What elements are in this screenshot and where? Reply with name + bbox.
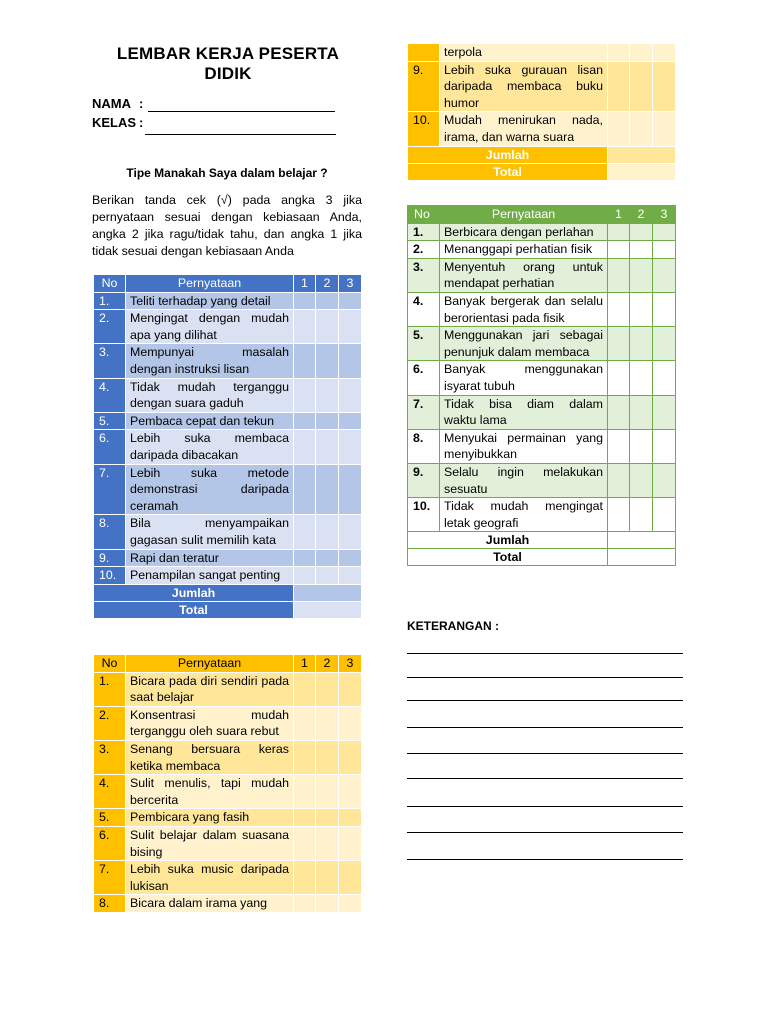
row-number: 5.: [94, 809, 126, 827]
jumlah-label: Jumlah: [94, 584, 294, 601]
column-header-1: 1: [608, 206, 630, 224]
score-cell-2[interactable]: [630, 463, 653, 497]
statement-text: Sulit menulis, tapi mudah bercerita: [126, 775, 294, 809]
score-cell-2[interactable]: [630, 361, 653, 395]
keterangan-line[interactable]: [407, 806, 683, 807]
statement-text: Tidak mudah mengingat letak geografi: [440, 498, 608, 532]
score-cell-3[interactable]: [339, 292, 362, 310]
score-cell-3[interactable]: [339, 515, 362, 549]
keterangan-line[interactable]: [407, 677, 683, 678]
score-cell-2[interactable]: [316, 412, 339, 430]
column-header-3: 3: [653, 206, 676, 224]
keterangan-line[interactable]: [407, 778, 683, 779]
table-row: [94, 895, 362, 913]
total-value-cell[interactable]: [608, 163, 676, 180]
score-cell-1[interactable]: [608, 327, 630, 361]
auditory-style-table: [93, 654, 362, 913]
row-number: 1.: [94, 672, 126, 706]
score-cell-2[interactable]: [630, 429, 653, 463]
statement-text: Lebih suka metode demonstrasi daripada ceramah: [126, 464, 294, 515]
statement-text: Menanggapi perhatian fisik: [440, 241, 608, 259]
jumlah-row: [408, 146, 676, 163]
keterangan-label: KETERANGAN :: [407, 619, 499, 633]
table-row: [408, 429, 676, 463]
score-cell-2[interactable]: [316, 464, 339, 515]
score-cell-2[interactable]: [316, 310, 339, 344]
jumlah-label: Jumlah: [408, 532, 608, 549]
statement-text: Tidak mudah terganggu dengan suara gaduh: [126, 378, 294, 412]
row-number: 6.: [94, 430, 126, 464]
table-row: [408, 44, 676, 62]
score-cell-3[interactable]: [653, 395, 676, 429]
keterangan-line[interactable]: [407, 832, 683, 833]
row-number: 5.: [94, 412, 126, 430]
row-number: 10.: [408, 112, 440, 146]
score-cell-2[interactable]: [316, 292, 339, 310]
table-row: [408, 361, 676, 395]
statement-text: Teliti terhadap yang detail: [126, 292, 294, 310]
score-cell-3[interactable]: [653, 327, 676, 361]
row-number: 3.: [408, 258, 440, 292]
score-cell-1[interactable]: [608, 292, 630, 326]
score-cell-1[interactable]: [294, 412, 316, 430]
statement-text: Lebih suka membaca daripada dibacakan: [126, 430, 294, 464]
statement-text: Konsentrasi mudah terganggu oleh suara rebut: [126, 706, 294, 740]
score-cell-3[interactable]: [653, 361, 676, 395]
nama-input-line[interactable]: [148, 111, 335, 112]
score-cell-3[interactable]: [339, 464, 362, 515]
score-cell-1[interactable]: [294, 515, 316, 549]
score-cell-1[interactable]: [294, 344, 316, 378]
score-cell-1[interactable]: [608, 61, 630, 112]
score-cell-1[interactable]: [294, 464, 316, 515]
table-row: [408, 327, 676, 361]
jumlah-row: [408, 532, 676, 549]
score-cell-3[interactable]: [339, 809, 362, 827]
row-number: 8.: [94, 515, 126, 549]
score-cell-1[interactable]: [294, 861, 316, 895]
keterangan-line[interactable]: [407, 700, 683, 701]
score-cell-3[interactable]: [339, 672, 362, 706]
score-cell-3[interactable]: [653, 292, 676, 326]
score-cell-3[interactable]: [653, 258, 676, 292]
column-header-statement: Pernyataan: [440, 206, 608, 224]
score-cell-2[interactable]: [630, 258, 653, 292]
jumlah-label: Jumlah: [408, 146, 608, 163]
kelas-input-line[interactable]: [145, 134, 336, 135]
column-header-statement: Pernyataan: [126, 275, 294, 293]
jumlah-row: [94, 584, 362, 601]
visual-style-table: [93, 274, 362, 619]
statement-text: Menyentuh orang untuk mendapat perhatian: [440, 258, 608, 292]
score-cell-1[interactable]: [608, 223, 630, 241]
score-cell-3[interactable]: [653, 241, 676, 259]
auditory-style-table-continued: [407, 43, 676, 181]
statement-text: Pembaca cepat dan tekun: [126, 412, 294, 430]
score-cell-3[interactable]: [339, 861, 362, 895]
keterangan-line[interactable]: [407, 753, 683, 754]
table-row: [94, 861, 362, 895]
kelas-label: KELAS: [92, 115, 137, 130]
statement-text: Penampilan sangat penting: [126, 567, 294, 585]
score-cell-2[interactable]: [630, 395, 653, 429]
score-cell-2[interactable]: [630, 498, 653, 532]
page-title: LEMBAR KERJA PESERTA DIDIK: [116, 44, 340, 83]
score-cell-1[interactable]: [294, 775, 316, 809]
score-cell-2[interactable]: [316, 672, 339, 706]
row-number: 8.: [94, 895, 126, 913]
kelas-colon: :: [139, 115, 144, 130]
statement-text: terpola: [440, 44, 608, 62]
table-row: [94, 809, 362, 827]
row-number: 7.: [94, 464, 126, 515]
score-cell-2[interactable]: [630, 292, 653, 326]
row-number: 9.: [408, 61, 440, 112]
statement-text: Senang bersuara keras ketika membaca: [126, 740, 294, 774]
statement-text: Mengingat dengan mudah apa yang dilihat: [126, 310, 294, 344]
score-cell-3[interactable]: [339, 895, 362, 913]
table-row: [94, 740, 362, 774]
score-cell-2[interactable]: [316, 826, 339, 860]
table-row: [94, 378, 362, 412]
jumlah-value-cell[interactable]: [294, 584, 362, 601]
score-cell-2[interactable]: [316, 344, 339, 378]
row-number: 10.: [94, 567, 126, 585]
score-cell-1[interactable]: [608, 241, 630, 259]
score-cell-1[interactable]: [294, 549, 316, 567]
row-number: 6.: [94, 826, 126, 860]
jumlah-value-cell[interactable]: [608, 146, 676, 163]
table-row: [408, 112, 676, 146]
nama-label: NAMA: [92, 96, 131, 111]
table-row: [94, 464, 362, 515]
score-cell-3[interactable]: [653, 61, 676, 112]
score-cell-3[interactable]: [339, 775, 362, 809]
keterangan-line[interactable]: [407, 653, 683, 654]
total-value-cell[interactable]: [294, 601, 362, 618]
column-header-statement: Pernyataan: [126, 655, 294, 673]
column-header-no: No: [94, 655, 126, 673]
instruction-text: Berikan tanda cek (√) pada angka 3 jika pernyataan sesuai dengan kebiasaan Anda, angka 2 jika ragu/tidak tahu, dan angka 1 jika tidak sesuai dengan kebiasaan Anda: [92, 193, 362, 258]
table-row: [94, 430, 362, 464]
total-row: [94, 601, 362, 618]
score-cell-3[interactable]: [339, 826, 362, 860]
score-cell-2[interactable]: [630, 241, 653, 259]
row-number: [408, 44, 440, 62]
table-header-row: [94, 275, 362, 293]
score-cell-1[interactable]: [608, 258, 630, 292]
score-cell-1[interactable]: [294, 292, 316, 310]
statement-text: Mempunyai masalah dengan instruksi lisan: [126, 344, 294, 378]
score-cell-3[interactable]: [653, 463, 676, 497]
score-cell-3[interactable]: [653, 429, 676, 463]
table-row: [408, 258, 676, 292]
row-number: 3.: [94, 344, 126, 378]
table-row: [408, 241, 676, 259]
score-cell-3[interactable]: [339, 706, 362, 740]
score-cell-3[interactable]: [653, 112, 676, 146]
table-row: [94, 292, 362, 310]
table-row: [94, 412, 362, 430]
score-cell-1[interactable]: [608, 429, 630, 463]
statement-text: Bicara dalam irama yang: [126, 895, 294, 913]
table-header-row: [408, 206, 676, 224]
score-cell-2[interactable]: [630, 327, 653, 361]
column-header-no: No: [408, 206, 440, 224]
score-cell-3[interactable]: [653, 498, 676, 532]
column-header-2: 2: [316, 655, 339, 673]
score-cell-1[interactable]: [294, 430, 316, 464]
total-value-cell[interactable]: [608, 549, 676, 566]
row-number: 9.: [94, 549, 126, 567]
table-row: [408, 395, 676, 429]
column-header-3: 3: [339, 275, 362, 293]
score-cell-1[interactable]: [608, 463, 630, 497]
statement-text: Menggunakan jari sebagai penunjuk dalam membaca: [440, 327, 608, 361]
score-cell-3[interactable]: [339, 344, 362, 378]
table-row: [408, 223, 676, 241]
row-number: 6.: [408, 361, 440, 395]
total-row: [408, 549, 676, 566]
column-header-1: 1: [294, 275, 316, 293]
kinesthetic-style-table: [407, 205, 676, 566]
keterangan-line[interactable]: [407, 859, 683, 860]
score-cell-1[interactable]: [294, 706, 316, 740]
table-row: [94, 826, 362, 860]
column-header-3: 3: [339, 655, 362, 673]
score-cell-1[interactable]: [608, 498, 630, 532]
total-label: Total: [94, 601, 294, 618]
score-cell-1[interactable]: [294, 378, 316, 412]
score-cell-2[interactable]: [316, 775, 339, 809]
table-row: [408, 61, 676, 112]
table-row: [94, 567, 362, 585]
score-cell-3[interactable]: [339, 549, 362, 567]
score-cell-1[interactable]: [608, 395, 630, 429]
statement-text: Mudah menirukan nada, irama, dan warna suara: [440, 112, 608, 146]
table-row: [94, 672, 362, 706]
table-row: [94, 549, 362, 567]
score-cell-3[interactable]: [339, 412, 362, 430]
score-cell-1[interactable]: [294, 895, 316, 913]
row-number: 5.: [408, 327, 440, 361]
total-label: Total: [408, 549, 608, 566]
score-cell-2[interactable]: [316, 740, 339, 774]
score-cell-2[interactable]: [630, 112, 653, 146]
statement-text: Bicara pada diri sendiri pada saat belajar: [126, 672, 294, 706]
statement-text: Menyukai permainan yang menyibukkan: [440, 429, 608, 463]
keterangan-line[interactable]: [407, 727, 683, 728]
score-cell-2[interactable]: [630, 44, 653, 62]
statement-text: Banyak menggunakan isyarat tubuh: [440, 361, 608, 395]
statement-text: Rapi dan teratur: [126, 549, 294, 567]
table-row: [94, 344, 362, 378]
score-cell-3[interactable]: [339, 740, 362, 774]
score-cell-2[interactable]: [316, 861, 339, 895]
score-cell-3[interactable]: [339, 310, 362, 344]
score-cell-1[interactable]: [294, 310, 316, 344]
statement-text: Selalu ingin melakukan sesuatu: [440, 463, 608, 497]
score-cell-1[interactable]: [294, 826, 316, 860]
column-header-2: 2: [630, 206, 653, 224]
row-number: 1.: [408, 223, 440, 241]
score-cell-1[interactable]: [608, 361, 630, 395]
statement-text: Bila menyampaikan gagasan sulit memilih kata: [126, 515, 294, 549]
score-cell-2[interactable]: [316, 706, 339, 740]
row-number: 7.: [408, 395, 440, 429]
table-row: [408, 498, 676, 532]
row-number: 10.: [408, 498, 440, 532]
score-cell-1[interactable]: [608, 112, 630, 146]
score-cell-1[interactable]: [294, 740, 316, 774]
statement-text: Lebih suka gurauan lisan daripada membaca buku humor: [440, 61, 608, 112]
statement-text: Tidak bisa diam dalam waktu lama: [440, 395, 608, 429]
statement-text: Sulit belajar dalam suasana bising: [126, 826, 294, 860]
score-cell-2[interactable]: [316, 515, 339, 549]
row-number: 8.: [408, 429, 440, 463]
row-number: 4.: [408, 292, 440, 326]
row-number: 2.: [408, 241, 440, 259]
table-row: [94, 775, 362, 809]
score-cell-2[interactable]: [316, 430, 339, 464]
score-cell-1[interactable]: [294, 672, 316, 706]
nama-colon: :: [139, 96, 144, 111]
score-cell-1[interactable]: [294, 567, 316, 585]
row-number: 3.: [94, 740, 126, 774]
score-cell-3[interactable]: [339, 378, 362, 412]
jumlah-value-cell[interactable]: [608, 532, 676, 549]
score-cell-3[interactable]: [653, 223, 676, 241]
statement-text: Banyak bergerak dan selalu berorientasi pada fisik: [440, 292, 608, 326]
score-cell-2[interactable]: [630, 61, 653, 112]
statement-text: Pembicara yang fasih: [126, 809, 294, 827]
score-cell-3[interactable]: [339, 430, 362, 464]
row-number: 4.: [94, 378, 126, 412]
table-row: [408, 292, 676, 326]
statement-text: Lebih suka music daripada lukisan: [126, 861, 294, 895]
score-cell-2[interactable]: [316, 549, 339, 567]
score-cell-1[interactable]: [294, 809, 316, 827]
score-cell-3[interactable]: [653, 44, 676, 62]
score-cell-2[interactable]: [630, 223, 653, 241]
table-row: [94, 310, 362, 344]
score-cell-3[interactable]: [339, 567, 362, 585]
total-label: Total: [408, 163, 608, 180]
score-cell-2[interactable]: [316, 567, 339, 585]
table-header-row: [94, 655, 362, 673]
row-number: 2.: [94, 706, 126, 740]
row-number: 4.: [94, 775, 126, 809]
table-row: [408, 463, 676, 497]
row-number: 2.: [94, 310, 126, 344]
score-cell-1[interactable]: [608, 44, 630, 62]
statement-text: Berbicara dengan perlahan: [440, 223, 608, 241]
table-row: [94, 706, 362, 740]
row-number: 1.: [94, 292, 126, 310]
score-cell-2[interactable]: [316, 895, 339, 913]
column-header-no: No: [94, 275, 126, 293]
score-cell-2[interactable]: [316, 809, 339, 827]
section-subtitle: Tipe Manakah Saya dalam belajar ?: [126, 166, 328, 180]
score-cell-2[interactable]: [316, 378, 339, 412]
column-header-2: 2: [316, 275, 339, 293]
table-row: [94, 515, 362, 549]
row-number: 7.: [94, 861, 126, 895]
total-row: [408, 163, 676, 180]
row-number: 9.: [408, 463, 440, 497]
column-header-1: 1: [294, 655, 316, 673]
